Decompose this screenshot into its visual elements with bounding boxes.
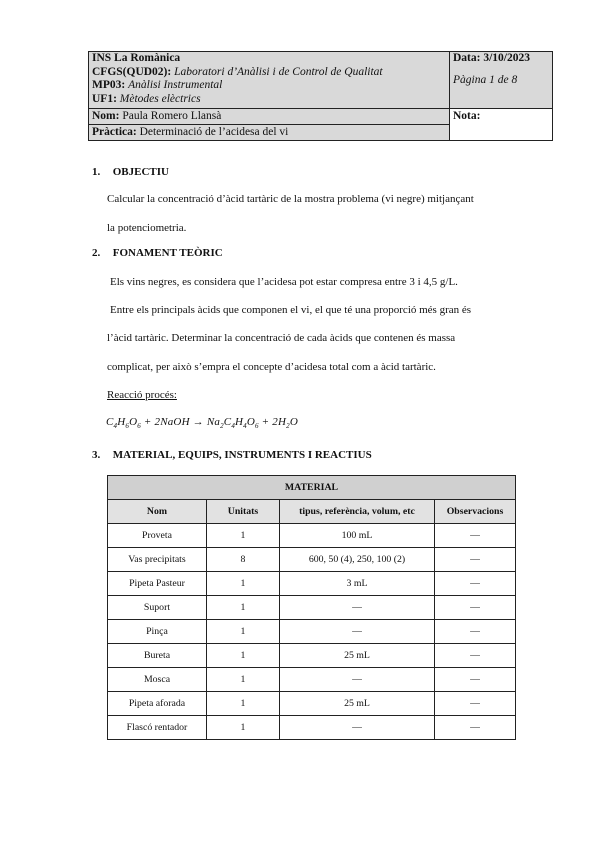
school-name: INS La Romànica	[92, 52, 181, 64]
eq-part: H	[235, 416, 244, 428]
mp-label: MP03:	[92, 79, 126, 91]
reaccio-label: Reacció procés:	[107, 389, 177, 401]
material-table	[107, 475, 516, 740]
table-cell: Pipeta aforada	[108, 692, 207, 716]
table-cell: Bureta	[108, 644, 207, 668]
eq-part: + 2H	[258, 416, 287, 428]
eq-sub: 6	[125, 422, 130, 431]
eq-sub: 6	[255, 422, 259, 431]
fonament-line-3: l’àcid tartàric. Determinar la concentració de cada àcids que contenen és massa	[107, 332, 456, 344]
table-row	[108, 716, 516, 740]
table-cell: 1	[207, 668, 280, 692]
table-row	[108, 572, 516, 596]
table-cell: 1	[207, 716, 280, 740]
section-number: 2.	[92, 247, 101, 259]
grade-cell	[450, 109, 553, 141]
eq-sub: 4	[113, 422, 118, 431]
document-header	[88, 51, 553, 141]
table-cell: Flascó rentador	[108, 716, 207, 740]
table-cell: —	[280, 620, 435, 644]
table-row	[108, 692, 516, 716]
table-cell: —	[435, 620, 516, 644]
table-cell: 100 mL	[280, 524, 435, 548]
table-cell: 25 mL	[280, 644, 435, 668]
table-cell: —	[435, 524, 516, 548]
table-row	[108, 668, 516, 692]
eq-part: + 2NaOH → Na	[140, 416, 221, 428]
table-row	[108, 524, 516, 548]
uf-label: UF1:	[92, 92, 117, 105]
column-header: Unitats	[207, 500, 280, 524]
page-number: Pàgina 1 de 8	[453, 73, 518, 86]
eq-part: O	[129, 416, 138, 428]
table-cell: —	[435, 668, 516, 692]
eq-part: O	[289, 416, 298, 428]
table-cell: 1	[207, 644, 280, 668]
section-title: FONAMENT TEÒRIC	[112, 247, 223, 259]
section-title: OBJECTIU	[112, 166, 169, 178]
table-cell: 1	[207, 572, 280, 596]
table-cell: —	[435, 548, 516, 572]
material-table-body	[108, 524, 516, 740]
fonament-line-2: Entre els principals àcids que componen el vi, el que té una proporció més gran és	[110, 304, 472, 316]
column-header: tipus, referència, volum, etc	[280, 500, 435, 524]
table-cell: 8	[207, 548, 280, 572]
table-cell: —	[435, 716, 516, 740]
grade-label: Nota:	[453, 110, 481, 122]
fonament-line-1: Els vins negres, es considera que l’acidesa pot estar compresa entre 3 i 4,5 g/L.	[110, 276, 458, 288]
table-cell: 1	[207, 620, 280, 644]
table-cell: —	[435, 644, 516, 668]
eq-sub: 2	[286, 422, 290, 431]
table-cell: 25 mL	[280, 692, 435, 716]
eq-part: O	[246, 416, 256, 428]
eq-sub: 4	[231, 422, 236, 431]
eq-part: H	[117, 416, 126, 428]
table-cell: Pipeta Pasteur	[108, 572, 207, 596]
section-number: 1.	[92, 166, 101, 178]
table-cell: 600, 50 (4), 250, 100 (2)	[280, 548, 435, 572]
section-fonament-heading	[92, 247, 223, 259]
table-cell: 1	[207, 524, 280, 548]
date-page-cell	[450, 52, 553, 109]
eq-sub: 2	[220, 422, 224, 431]
column-header: Nom	[108, 500, 207, 524]
student-name-cell	[89, 109, 450, 125]
table-cell: —	[435, 692, 516, 716]
table-cell: 3 mL	[280, 572, 435, 596]
section-objectiu-heading	[92, 166, 169, 178]
material-table-title: MATERIAL	[108, 476, 516, 500]
eq-sub: 6	[137, 422, 141, 431]
uf-value: Mètodes elèctrics	[119, 92, 201, 105]
table-cell: Suport	[108, 596, 207, 620]
practica-label: Pràctica:	[92, 126, 137, 138]
eq-sub: 4	[243, 422, 247, 431]
cfgs-label: CFGS(QUD02):	[92, 65, 172, 78]
table-cell: —	[280, 596, 435, 620]
student-name: Paula Romero Llansà	[122, 110, 222, 122]
table-cell: —	[280, 668, 435, 692]
table-cell: Mosca	[108, 668, 207, 692]
section-title: MATERIAL, EQUIPS, INSTRUMENTS I REACTIUS	[112, 449, 372, 461]
eq-part: C	[223, 416, 232, 428]
table-cell: —	[435, 596, 516, 620]
course-info	[89, 52, 450, 109]
objectiu-line-1: Calcular la concentració d’àcid tartàric de la mostra problema (vi negre) mitjançant	[107, 193, 474, 205]
table-cell: Vas precipitats	[108, 548, 207, 572]
practica-title: Determinació de l’acidesa del vi	[139, 126, 289, 138]
cfgs-value: Laboratori d’Anàlisi i de Control de Qualitat	[174, 65, 383, 78]
table-cell: 1	[207, 596, 280, 620]
column-header: Observacions	[435, 500, 516, 524]
date: Data: 3/10/2023	[453, 52, 530, 64]
practica-cell	[89, 125, 450, 141]
table-cell: Pinça	[108, 620, 207, 644]
section-number: 3.	[92, 449, 101, 461]
table-cell: Proveta	[108, 524, 207, 548]
name-label: Nom:	[92, 110, 120, 122]
section-material-heading	[92, 449, 372, 461]
table-row	[108, 596, 516, 620]
reaction-equation	[106, 416, 298, 430]
table-row	[108, 644, 516, 668]
table-row	[108, 620, 516, 644]
table-cell: 1	[207, 692, 280, 716]
eq-part: C	[106, 416, 114, 428]
objectiu-line-2: la potenciometria.	[107, 222, 187, 234]
table-cell: —	[435, 572, 516, 596]
table-row	[108, 548, 516, 572]
table-cell: —	[280, 716, 435, 740]
fonament-line-4: complicat, per això s’empra el concepte d’acidesa total com a àcid tartàric.	[107, 361, 436, 373]
mp-value: Anàlisi Instrumental	[128, 79, 223, 91]
